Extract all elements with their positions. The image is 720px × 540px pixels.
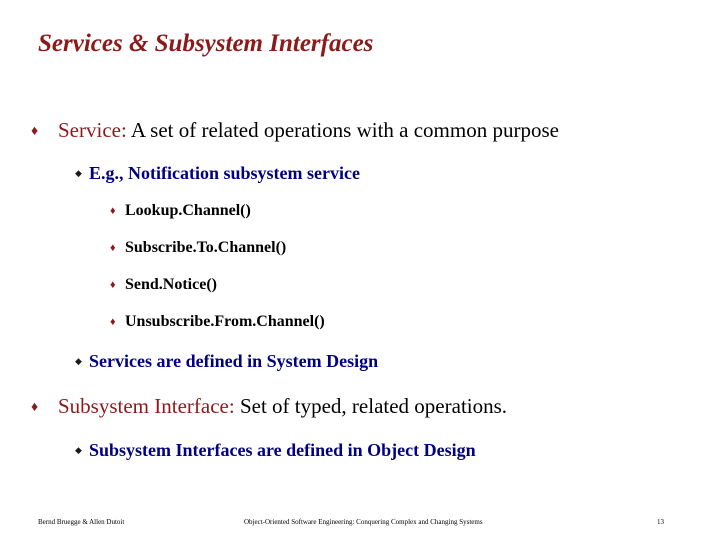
diamond-bullet-icon: ♦ (110, 242, 116, 254)
diamond-bullet-icon: ◆ (75, 445, 82, 455)
diamond-bullet-icon: ♦ (110, 316, 116, 328)
diamond-bullet-icon: ♦ (31, 400, 39, 415)
service-lead: Service: (58, 118, 127, 142)
diamond-bullet-icon: ♦ (31, 124, 39, 139)
service-definition: A set of related operations with a common purpose (126, 118, 559, 142)
slide-title: Services & Subsystem Interfaces (38, 30, 374, 57)
footer-book-title: Object-Oriented Software Engineering: Conquering Complex and Changing Systems (244, 518, 483, 526)
interface-lead: Subsystem Interface: (58, 394, 235, 418)
diamond-bullet-icon: ♦ (110, 205, 116, 217)
operation-label: Subscribe.To.Channel() (125, 239, 287, 256)
diamond-bullet-icon: ◆ (75, 168, 82, 178)
footer-authors: Bernd Bruegge & Allen Dutoit (38, 518, 125, 526)
services-note-text: Services are defined in System Design (89, 351, 379, 371)
interface-text (58, 394, 507, 419)
interface-note-text: Subsystem Interfaces are defined in Object Design (89, 440, 476, 460)
diamond-bullet-icon: ♦ (110, 279, 116, 291)
operation-label: Send.Notice() (125, 276, 217, 293)
interface-definition: Set of typed, related operations. (234, 394, 508, 418)
diamond-bullet-icon: ◆ (75, 356, 82, 366)
footer-page-number: 13 (657, 518, 664, 526)
operation-label: Unsubscribe.From.Channel() (125, 313, 325, 330)
service-text (58, 118, 559, 143)
example-text: E.g., Notification subsystem service (89, 163, 360, 183)
operation-label: Lookup.Channel() (125, 202, 251, 219)
